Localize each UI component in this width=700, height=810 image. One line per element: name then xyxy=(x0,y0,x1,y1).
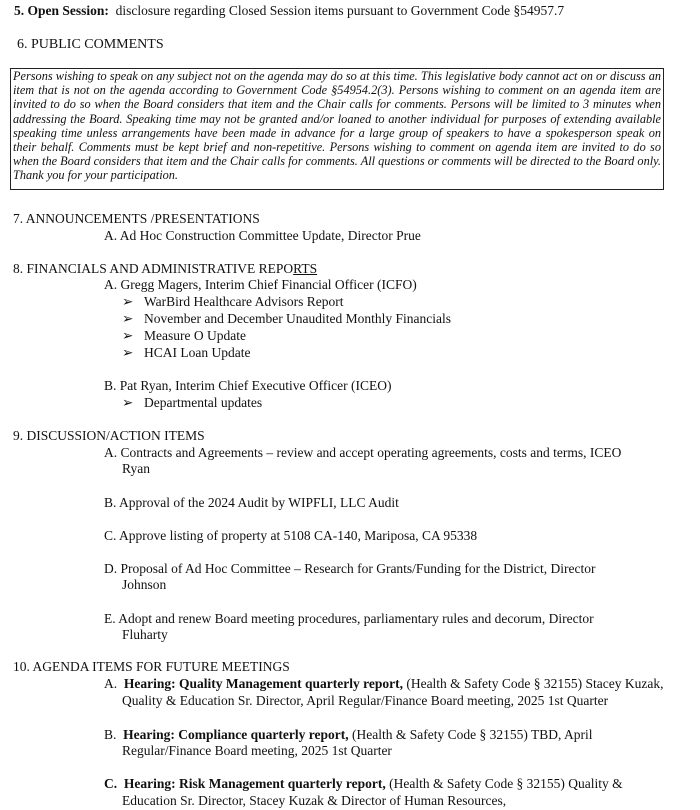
item-10-a-title: Hearing: Quality Management quarterly report, xyxy=(123,676,403,691)
item-9-heading: 9. DISCUSSION/ACTION ITEMS xyxy=(13,428,205,443)
item-9-a-line1: A. Contracts and Agreements – review and accept operating agreements, costs and terms, ICEO xyxy=(104,445,622,460)
item-10-a-rest: (Health & Safety Code § 32155) Stacey Kuzak, xyxy=(402,676,664,691)
item-8-a-bullet-1: WarBird Healthcare Advisors Report xyxy=(144,294,344,309)
item-7-heading: 7. ANNOUNCEMENTS /PRESENTATIONS xyxy=(13,211,260,226)
item-10-c-title: Hearing: Risk Management quarterly report, xyxy=(123,776,386,791)
item-9-b: B. Approval of the 2024 Audit by WIPFLI, LLC Audit xyxy=(104,495,399,510)
bullet-item xyxy=(122,344,250,361)
item-8-b: B. Pat Ryan, Interim Chief Executive Officer (ICEO) xyxy=(104,378,392,393)
bullet-item xyxy=(122,310,451,327)
bullet-item xyxy=(122,327,246,344)
item-8-heading xyxy=(13,260,317,277)
arrow-bullet-icon: ➢ xyxy=(122,328,134,343)
item-10-b-line2: Regular/Finance Board meeting, 2025 1st Quarter xyxy=(122,743,392,758)
item-8-a-bullet-4: HCAI Loan Update xyxy=(144,345,251,360)
item-9-d-line2: Johnson xyxy=(122,577,167,592)
item-9-c: C. Approve listing of property at 5108 CA-140, Mariposa, CA 95338 xyxy=(104,528,478,543)
item-9-e-line1: E. Adopt and renew Board meeting procedures, parliamentary rules and decorum, Director xyxy=(104,611,594,626)
item-10-c-line2: Education Sr. Director, Stacey Kuzak & Director of Human Resources, xyxy=(122,793,507,808)
bullet-item xyxy=(122,293,343,310)
public-comments-box: Persons wishing to speak on any subject not on the agenda may do so at this time. This legislative body cannot act on or discuss an item that is not on the agenda according to Government Code §54954.2(3). Persons wishing to comment on an agenda item are invited to do so when the Board considers that item and the Chair calls for comments. Persons will be limited to 3 minutes when addressing the Board. Speaking time may not be granted and/or loaned to another individual for purposes of extending available speaking time unless arrangements have been made in advance for a large group of speakers to have a spokesperson speak on their behalf. Comments must be kept brief and non-repetitive. Persons wishing to comment on agenda item are invited to do so when the Board considers that item and the Chair calls for comments. All questions or comments will be directed to the Board only. Thank you for your participation. xyxy=(10,68,664,190)
item-10-c-line1 xyxy=(104,775,623,792)
item-8-a-bullet-3: Measure O Update xyxy=(144,328,246,343)
item-8-heading-main: 8. FINANCIALS AND ADMINISTRATIVE REPO xyxy=(13,261,294,276)
item-6-heading: 6. PUBLIC COMMENTS xyxy=(17,37,164,52)
item-10-a-line1 xyxy=(104,675,664,692)
item-7-a: A. Ad Hoc Construction Committee Update, Director Prue xyxy=(104,228,421,243)
item-5-text: disclosure regarding Closed Session items pursuant to Government Code §54957.7 xyxy=(115,3,565,18)
arrow-bullet-icon: ➢ xyxy=(122,395,134,410)
item-10-b-letter: B. xyxy=(104,727,117,742)
arrow-bullet-icon: ➢ xyxy=(122,345,134,360)
arrow-bullet-icon: ➢ xyxy=(122,294,134,309)
item-9-d-line1: D. Proposal of Ad Hoc Committee – Research for Grants/Funding for the District, Director xyxy=(104,561,596,576)
item-10-b-line1 xyxy=(104,726,592,743)
item-10-a-line2: Quality & Education Sr. Director, April Regular/Finance Board meeting, 2025 1st Quarter xyxy=(122,693,609,708)
bullet-item xyxy=(122,394,262,411)
item-10-c-rest: (Health & Safety Code § 32155) Quality & xyxy=(385,776,623,791)
item-10-a-letter: A. xyxy=(104,676,118,691)
item-8-heading-tail: RTS xyxy=(293,261,318,276)
item-10-b-rest: (Health & Safety Code § 32155) TBD, April xyxy=(348,727,593,742)
item-10-heading: 10. AGENDA ITEMS FOR FUTURE MEETINGS xyxy=(13,659,290,674)
item-5-label: 5. Open Session: xyxy=(14,3,109,18)
item-10-b-title: Hearing: Compliance quarterly report, xyxy=(123,727,349,742)
arrow-bullet-icon: ➢ xyxy=(122,311,134,326)
item-9-e-line2: Fluharty xyxy=(122,627,168,642)
item-5-line xyxy=(14,2,564,19)
item-8-b-bullet-1: Departmental updates xyxy=(144,395,263,410)
item-9-a-line2: Ryan xyxy=(122,461,150,476)
item-10-c-letter: C. xyxy=(104,776,118,791)
item-8-a: A. Gregg Magers, Interim Chief Financial Officer (ICFO) xyxy=(104,277,417,292)
item-8-a-bullet-2: November and December Unaudited Monthly Financials xyxy=(144,311,452,326)
